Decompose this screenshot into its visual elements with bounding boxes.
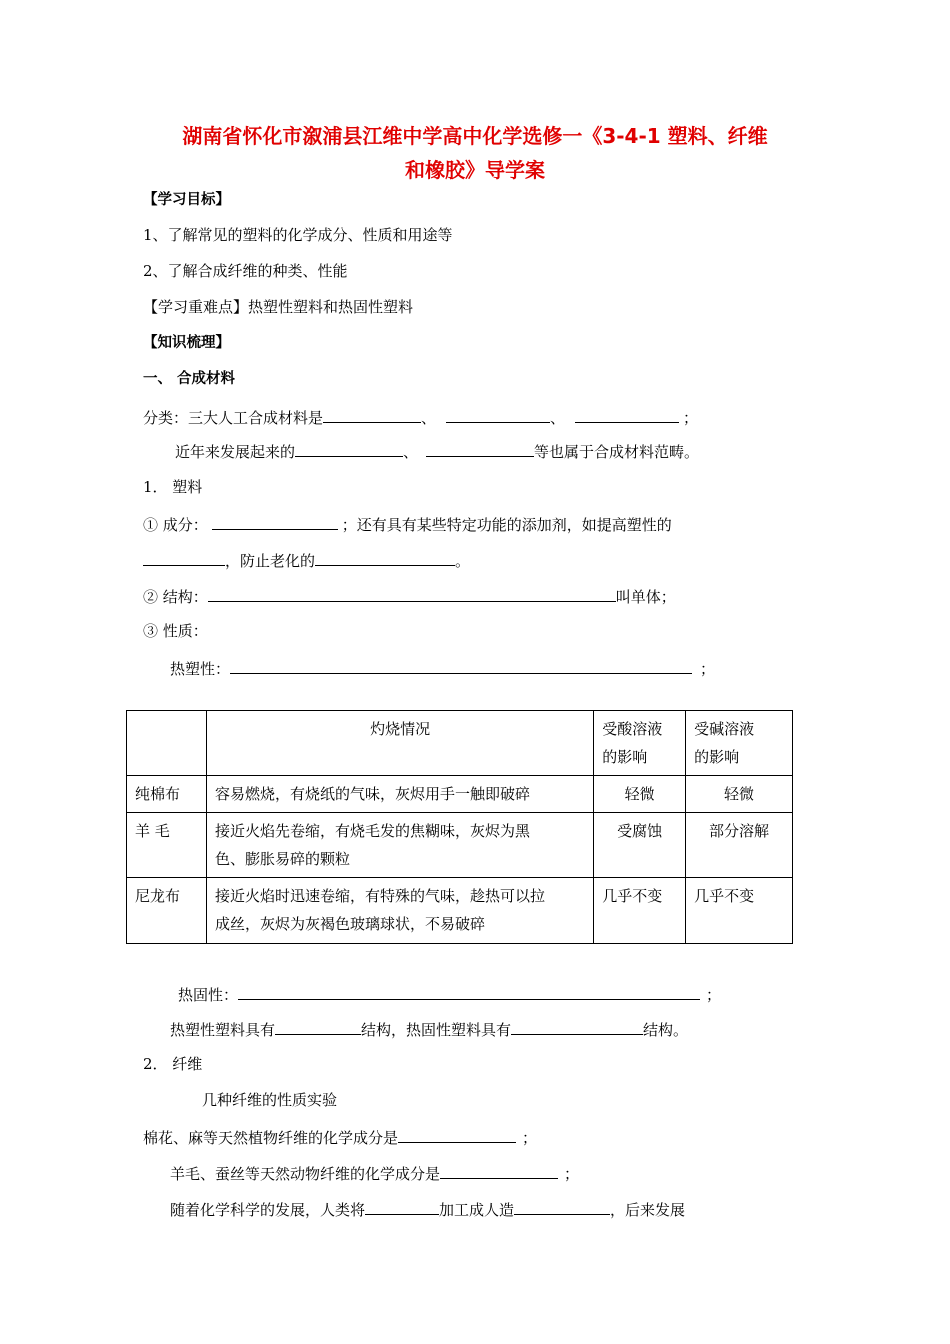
development-mid: 加工成人造 — [439, 1201, 515, 1219]
thermoplastic-line — [170, 657, 715, 679]
blank-field[interactable] — [315, 549, 455, 566]
section-1-heading: 一、 合成材料 — [143, 371, 236, 387]
plant-fiber-end: ； — [522, 1129, 538, 1147]
table-cell-name: 纯棉布 — [127, 776, 207, 813]
blank-field[interactable] — [440, 1162, 558, 1179]
table-cell-acid: 轻微 — [594, 776, 686, 813]
separator: 、 — [550, 409, 566, 427]
burn-line: 容易燃烧，有烧纸的气味，灰烬用手一触即破碎 — [214, 785, 530, 803]
goals-heading: 【学习目标】 — [143, 192, 230, 208]
table-header-cell — [594, 711, 686, 776]
composition2-mid: ，防止老化的 — [225, 552, 316, 570]
burn-line: 接近火焰时迅速卷缩，有特殊的气味，趁热可以拉 — [214, 887, 545, 905]
composition-mid: ；还有具有某些特定功能的添加剂，如提高塑性的 — [341, 516, 672, 534]
table-cell-burn — [206, 776, 593, 813]
compare-end: 结构。 — [643, 1021, 689, 1039]
header-line: 的影响 — [602, 748, 648, 766]
classify-prefix: 分类：三大人工合成材料是 — [143, 409, 324, 427]
header-line: 受碱溶液 — [694, 720, 755, 738]
animal-fiber-prefix: 羊毛、蚕丝等天然动物纤维的化学成分是 — [170, 1165, 441, 1183]
key-points — [143, 297, 413, 317]
blank-field[interactable] — [365, 1198, 439, 1215]
blank-field[interactable] — [143, 549, 225, 566]
table-row — [127, 813, 793, 878]
fiber-burn-table — [126, 710, 793, 944]
table-cell-name: 羊 毛 — [127, 813, 207, 878]
composition-prefix: ① 成分： — [143, 516, 208, 534]
plant-fiber-line — [143, 1126, 537, 1148]
table-header-cell: 灼烧情况 — [206, 711, 593, 776]
blank-field[interactable] — [208, 585, 616, 602]
burn-line: 色、膨胀易碎的颗粒 — [214, 850, 350, 868]
thermoset-prefix: 热固性： — [178, 986, 239, 1004]
fiber-experiment: 几种纤维的性质实验 — [202, 1091, 338, 1109]
development-end: ，后来发展 — [610, 1201, 686, 1219]
table-cell-burn — [206, 878, 593, 944]
composition2-end: 。 — [455, 552, 471, 570]
header-line: 受酸溶液 — [602, 720, 663, 738]
recent-prefix: 近年来发展起来的 — [175, 443, 296, 461]
development-prefix: 随着化学科学的发展，人类将 — [170, 1201, 366, 1219]
knowledge-heading: 【知识梳理】 — [143, 335, 230, 351]
animal-fiber-line — [170, 1162, 579, 1184]
document-title-line1: 湖南省怀化市溆浦县江维中学高中化学选修一《3-4-1 塑料、纤维 — [182, 124, 768, 148]
blank-field[interactable] — [575, 406, 679, 423]
table-header-cell — [127, 711, 207, 776]
property-heading: ③ 性质： — [143, 622, 208, 640]
structure-compare-line — [170, 1018, 688, 1040]
compare-prefix: 热塑性塑料具有 — [170, 1021, 276, 1039]
blank-field[interactable] — [398, 1126, 516, 1143]
blank-field[interactable] — [426, 440, 534, 457]
plastic-heading: 1． 塑料 — [143, 478, 203, 496]
blank-field[interactable] — [323, 406, 421, 423]
line-end: ； — [683, 409, 699, 427]
blank-field[interactable] — [511, 1018, 643, 1035]
goal-1: 1、了解常见的塑料的化学成分、性质和用途等 — [143, 226, 453, 244]
composition-line-2 — [143, 549, 470, 571]
recent-end: 等也属于合成材料范畴。 — [534, 443, 700, 461]
blank-field[interactable] — [514, 1198, 610, 1215]
blank-field[interactable] — [230, 657, 692, 674]
table-cell-acid: 几乎不变 — [594, 878, 686, 944]
blank-field[interactable] — [295, 440, 403, 457]
table-cell-base: 轻微 — [686, 776, 793, 813]
table-header-row — [127, 711, 793, 776]
recent-line — [175, 440, 699, 462]
header-line: 的影响 — [694, 748, 740, 766]
blank-field[interactable] — [238, 983, 700, 1000]
key-points-label: 【学习重难点】 — [143, 298, 249, 316]
structure-prefix: ② 结构： — [143, 588, 208, 606]
blank-field[interactable] — [275, 1018, 361, 1035]
compare-mid: 结构，热固性塑料具有 — [361, 1021, 512, 1039]
table-cell-burn — [206, 813, 593, 878]
structure-line — [143, 585, 676, 607]
composition-line — [143, 513, 672, 535]
table-row — [127, 878, 793, 944]
thermoset-end: ； — [706, 986, 722, 1004]
separator: 、 — [421, 409, 437, 427]
structure-end: 叫单体； — [615, 588, 676, 606]
document-title-line2: 和橡胶》导学案 — [405, 158, 545, 182]
table-row — [127, 776, 793, 813]
development-line — [170, 1198, 685, 1220]
classify-line — [143, 406, 698, 428]
thermoset-line — [178, 983, 721, 1005]
animal-fiber-end: ； — [564, 1165, 580, 1183]
thermoplastic-end: ； — [700, 660, 716, 678]
burn-line: 接近火焰先卷缩，有烧毛发的焦糊味，灰烬为黑 — [214, 822, 530, 840]
blank-field[interactable] — [446, 406, 550, 423]
blank-field[interactable] — [212, 513, 338, 530]
fiber-heading: 2． 纤维 — [143, 1055, 203, 1073]
thermoplastic-prefix: 热塑性： — [170, 660, 231, 678]
table-cell-acid: 受腐蚀 — [594, 813, 686, 878]
table-cell-name: 尼龙布 — [127, 878, 207, 944]
goal-2: 2、了解合成纤维的种类、性能 — [143, 262, 348, 280]
burn-line: 成丝，灰烬为灰褐色玻璃球状，不易破碎 — [214, 915, 485, 933]
table-cell-base: 部分溶解 — [686, 813, 793, 878]
table-cell-base: 几乎不变 — [686, 878, 793, 944]
table-header-cell — [686, 711, 793, 776]
separator: 、 — [403, 443, 419, 461]
plant-fiber-prefix: 棉花、麻等天然植物纤维的化学成分是 — [143, 1129, 399, 1147]
key-points-text: 热塑性塑料和热固性塑料 — [248, 298, 414, 316]
